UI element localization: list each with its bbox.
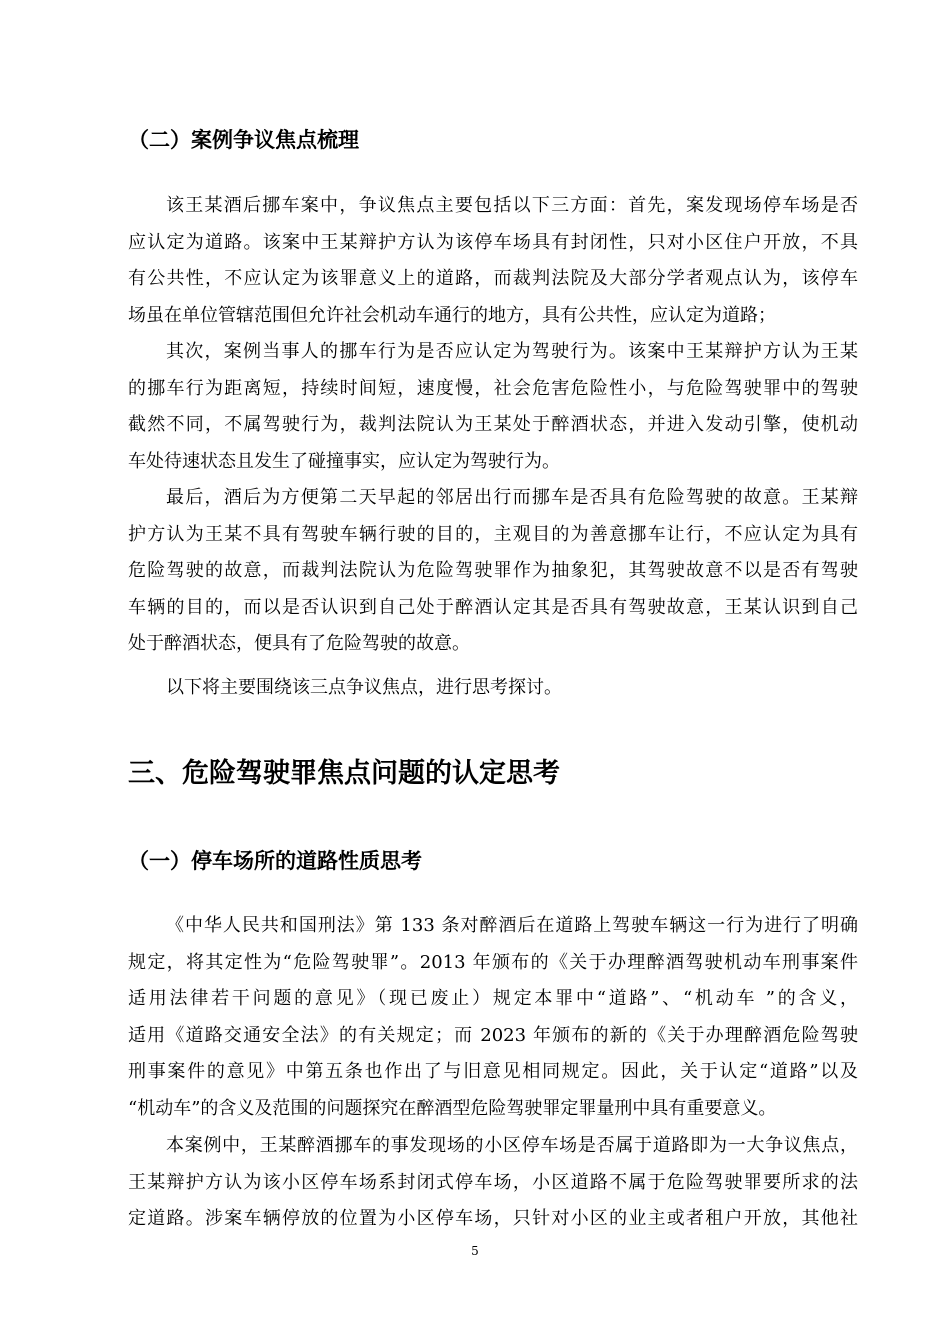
text-line: 本案例中，王某醉酒挪车的事发现场的小区停车场是否属于道路即为一大争议焦点， <box>166 1135 858 1156</box>
text-line: 有公共性，不应认定为该罪意义上的道路，而裁判法院及大部分学者观点认为，该停车 <box>128 268 858 289</box>
paragraph-case-analysis <box>128 1128 858 1238</box>
section-heading-controversy: （二）案例争议焦点梳理 <box>128 128 359 152</box>
text-line: 最后，酒后为方便第二天早起的邻居出行而挪车是否具有危险驾驶的故意。王某辩 <box>166 487 858 508</box>
paragraph-criminal-law <box>128 908 858 1127</box>
text-line: 场虽在单位管辖范围但允许社会机动车通行的地方，具有公共性，应认定为道路； <box>128 304 776 326</box>
text-line: 车处待速状态且发生了碰撞事实，应认定为驾驶行为。 <box>128 450 560 472</box>
text-line: 王某辩护方认为该小区停车场系封闭式停车场，小区道路不属于危险驾驶罪要所求的法 <box>128 1171 858 1193</box>
paragraph-driving-act <box>128 334 858 480</box>
text-line: 以下将主要围绕该三点争议焦点，进行思考探讨。 <box>166 677 562 698</box>
text-line: 其次，案例当事人的挪车行为是否应认定为驾驶行为。该案中王某辩护方认为王某 <box>166 341 858 362</box>
text-line: 处于醉酒状态，便具有了危险驾驶的故意。 <box>128 633 470 654</box>
text-line: 护方认为王某不具有驾驶车辆行驶的目的，主观目的为善意挪车让行，不应认定为具有 <box>128 523 858 545</box>
text-line: 定道路。涉案车辆停放的位置为小区停车场，只针对小区的业主或者租户开放，其他社 <box>128 1208 858 1229</box>
text-line: “机动车”的含义及范围的问题探究在醉酒型危险驾驶罪定罪量刑中具有重要意义。 <box>128 1097 777 1119</box>
chapter-heading-three: 三、危险驾驶罪焦点问题的认定思考 <box>128 758 560 789</box>
text-line: 规定，将其定性为“危险驾驶罪”。2013 年颁布的《关于办理醉酒驾驶机动车刑事案件 <box>128 951 858 973</box>
paragraph-intent <box>128 480 858 663</box>
page-number: 5 <box>471 1244 479 1258</box>
text-line: 适用法律若干问题的意见》（现已废止）规定本罪中“道路”、“机动车 ”的含义， <box>128 988 858 1009</box>
text-line: 截然不同，不属驾驶行为，裁判法院认为王某处于醉酒状态，并进入发动引擎，使机动 <box>128 414 858 435</box>
text-line: 刑事案件的意见》中第五条也作出了与旧意见相同规定。因此，关于认定“道路”以及 <box>128 1061 858 1082</box>
text-line: 《中华人民共和国刑法》第 133 条对醉酒后在道路上驾驶车辆这一行为进行了明确 <box>166 915 858 936</box>
text-line: 车辆的目的，而以是否认识到自己处于醉酒认定其是否具有驾驶故意，王某认识到自己 <box>128 596 858 618</box>
text-line: 适用《道路交通安全法》的有关规定；而 2023 年颁布的新的《关于办理醉酒危险驾驶 <box>128 1024 858 1046</box>
text-line: 该王某酒后挪车案中，争议焦点主要包括以下三方面：首先，案发现场停车场是否 <box>166 195 858 216</box>
paragraph-focus-points <box>128 188 858 334</box>
text-line: 的挪车行为距离短，持续时间短，速度慢，社会危害危险性小，与危险驾驶罪中的驾驶 <box>128 377 858 399</box>
text-line: 危险驾驶的故意，而裁判法院认为危险驾驶罪作为抽象犯，其驾驶故意不以是否有驾驶 <box>128 560 858 581</box>
paragraph-summary <box>128 670 858 707</box>
section-heading-parking: （一）停车场所的道路性质思考 <box>128 849 422 873</box>
text-line: 应认定为道路。该案中王某辩护方认为该停车场具有封闭性，只对小区住户开放，不具 <box>128 231 858 253</box>
